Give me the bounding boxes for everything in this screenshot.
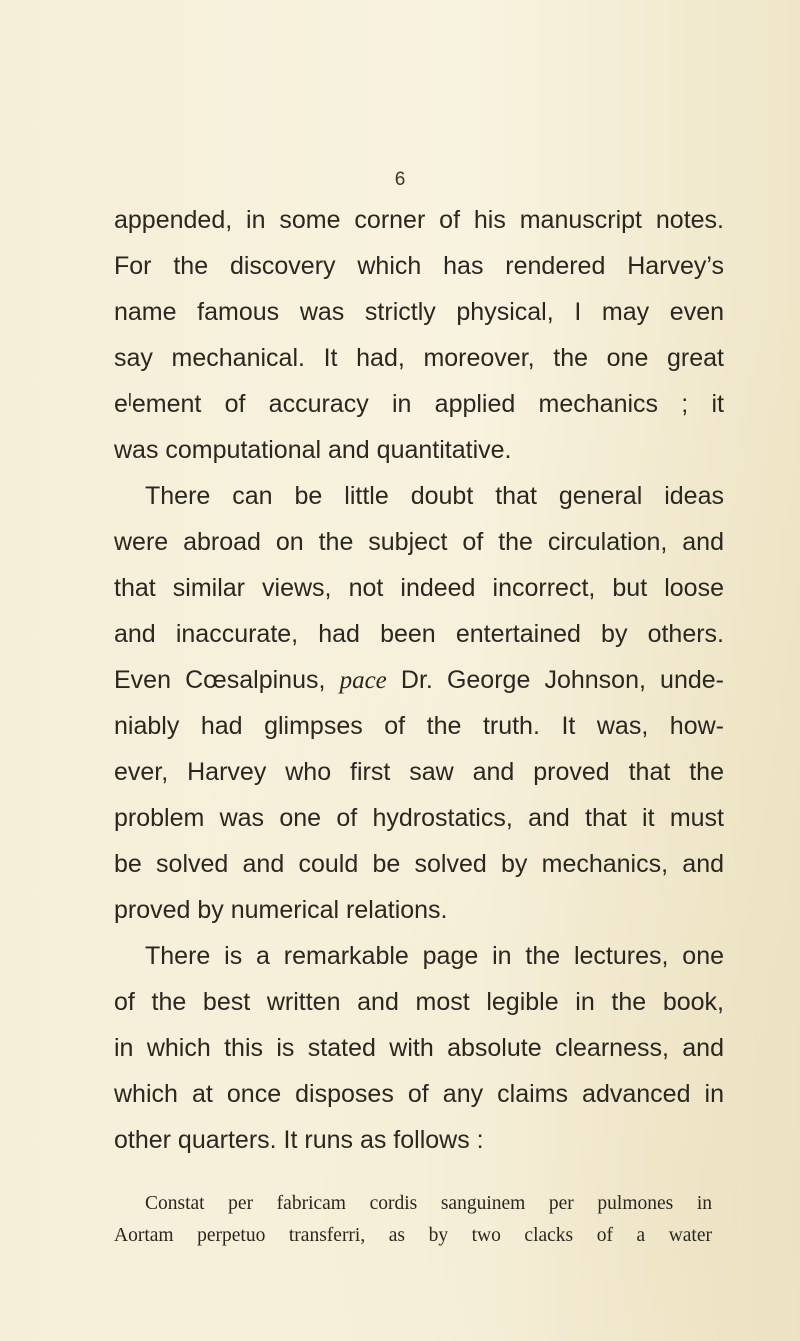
text-line-18: of the best written and most legible in the book, [114,988,724,1016]
text-line-15: be solved and could be solved by mechanics, and [114,850,724,878]
text-line-13: ever, Harvey who first saw and proved that the [114,758,724,786]
text-line-4: say mechanical. It had, moreover, the one great [114,344,724,372]
text-line-7: There can be little doubt that general ideas [145,482,724,510]
latin-quotation [114,1188,712,1252]
text-line-9: that similar views, not indeed incorrect, but loose [114,574,724,602]
text-line-12: niably had glimpses of the truth. It was, how- [114,712,724,740]
text-line-8: were abroad on the subject of the circulation, and [114,528,724,556]
text-line-20: which at once disposes of any claims advanced in [114,1080,724,1108]
text-line-21: other quarters. It runs as follows : [114,1126,484,1154]
text-line-1: appended, in some corner of his manuscript notes. [114,206,724,234]
text-line-19: in which this is stated with absolute clearness, and [114,1034,724,1062]
text-line-2: For the discovery which has rendered Harvey’s [114,252,724,280]
text-line-10: and inaccurate, had been entertained by others. [114,620,724,648]
text-line-14: problem was one of hydrostatics, and that it must [114,804,724,832]
page-number: 6 [394,169,406,190]
text-line-17: There is a remarkable page in the lectures, one [145,942,724,970]
quote-line-2: Aortam perpetuo transferri, as by two clacks of a water [114,1225,712,1246]
text-line-6: was computational and quantitative. [114,436,512,464]
text-line-11-end: Dr. George Johnson, unde- [400,666,724,694]
text-line-11 [114,657,724,703]
italic-pace: pace [339,667,387,694]
text-line-3: name famous was strictly physical, I may even [114,298,724,326]
body-text [114,197,724,1163]
text-line-11-start: Even Cœsalpinus, [114,666,326,694]
quote-line-1: Constat per fabricam cordis sanguinem per pulmones in [145,1193,712,1214]
text-line-5: eˡement of accuracy in applied mechanics ; it [114,390,724,418]
text-line-16: proved by numerical relations. [114,896,448,924]
